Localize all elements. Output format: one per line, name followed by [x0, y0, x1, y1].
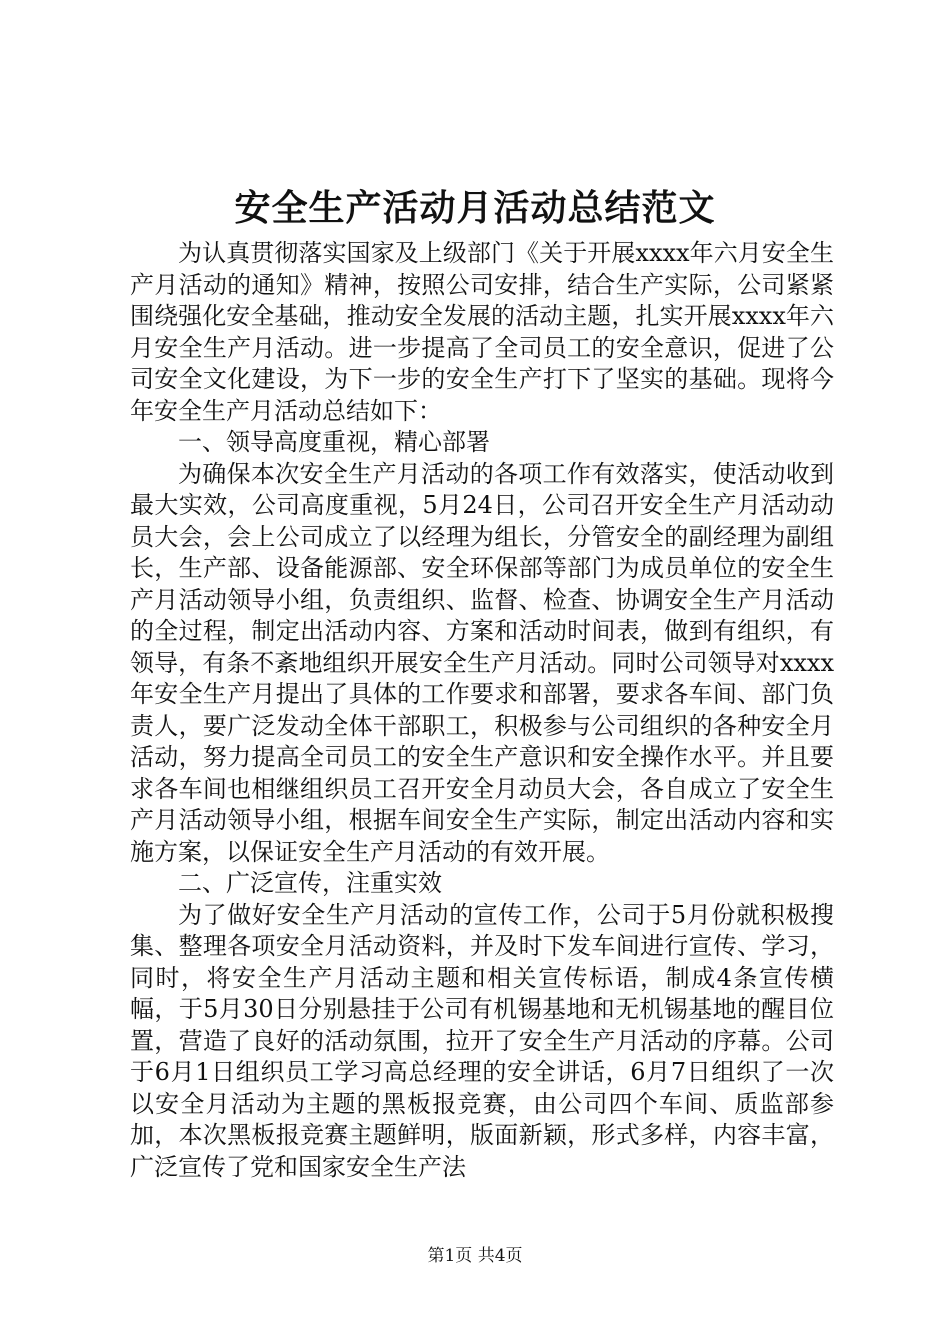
section-heading-1: 一、领导高度重视，精心部署: [178, 428, 490, 456]
paragraph-section-2: 为了做好安全生产月活动的宣传工作，公司于5月份就积极搜集、整理各项安全月活动资料，并及时下发车间进行宣传、学习，同时，将安全生产月活动主题和相关宣传标语，制成4条宣传横幅，于5月30日分别悬挂于公司有机锡基地和无机锡基地的醒目位置，营造了良好的活动氛围，拉开了安全生产月活动的序幕。公司于6月1日组织员工学习高总经理的安全讲话，6月7日组织了一次以安全月活动为主题的黑板报竞赛，由公司四个车间、质监部参加，本次黑板报竞赛主题鲜明，版面新颖，形式多样，内容丰富，广泛宣传了党和国家安全生产法: [130, 900, 834, 1181]
page-number-footer: 第1页 共4页: [427, 1246, 523, 1266]
document-title: 安全生产活动月活动总结范文: [234, 187, 716, 229]
section-heading-2: 二、广泛宣传，注重实效: [178, 869, 442, 897]
paragraph-intro: 为认真贯彻落实国家及上级部门《关于开展xxxx年六月安全生产月活动的通知》精神，按照公司安排，结合生产实际，公司紧紧围绕强化安全基础，推动安全发展的活动主题，扎实开展xxxx年六月安全生产月活动。进一步提高了全司员工的安全意识，促进了公司安全文化建设，为下一步的安全生产打下了坚实的基础。现将今年安全生产月活动总结如下：: [130, 239, 834, 425]
paragraph-section-1: 为确保本次安全生产月活动的各项工作有效落实，使活动收到最大实效，公司高度重视，5月24日，公司召开安全生产月活动动员大会，会上公司成立了以经理为组长，分管安全的副经理为副组长，生产部、设备能源部、安全环保部等部门为成员单位的安全生产月活动领导小组，负责组织、监督、检查、协调安全生产月活动的全过程，制定出活动内容、方案和活动时间表，做到有组织，有领导，有条不紊地组织开展安全生产月活动。同时公司领导对xxxx年安全生产月提出了具体的工作要求和部署，要求各车间、部门负责人，要广泛发动全体干部职工，积极参与公司组织的各种安全月活动，努力提高全司员工的安全生产意识和安全操作水平。并且要求各车间也相继组织员工召开安全月动员大会，各自成立了安全生产月活动领导小组，根据车间安全生产实际，制定出活动内容和实施方案，以保证安全生产月活动的有效开展。: [130, 459, 834, 866]
document-body: [130, 238, 834, 1183]
